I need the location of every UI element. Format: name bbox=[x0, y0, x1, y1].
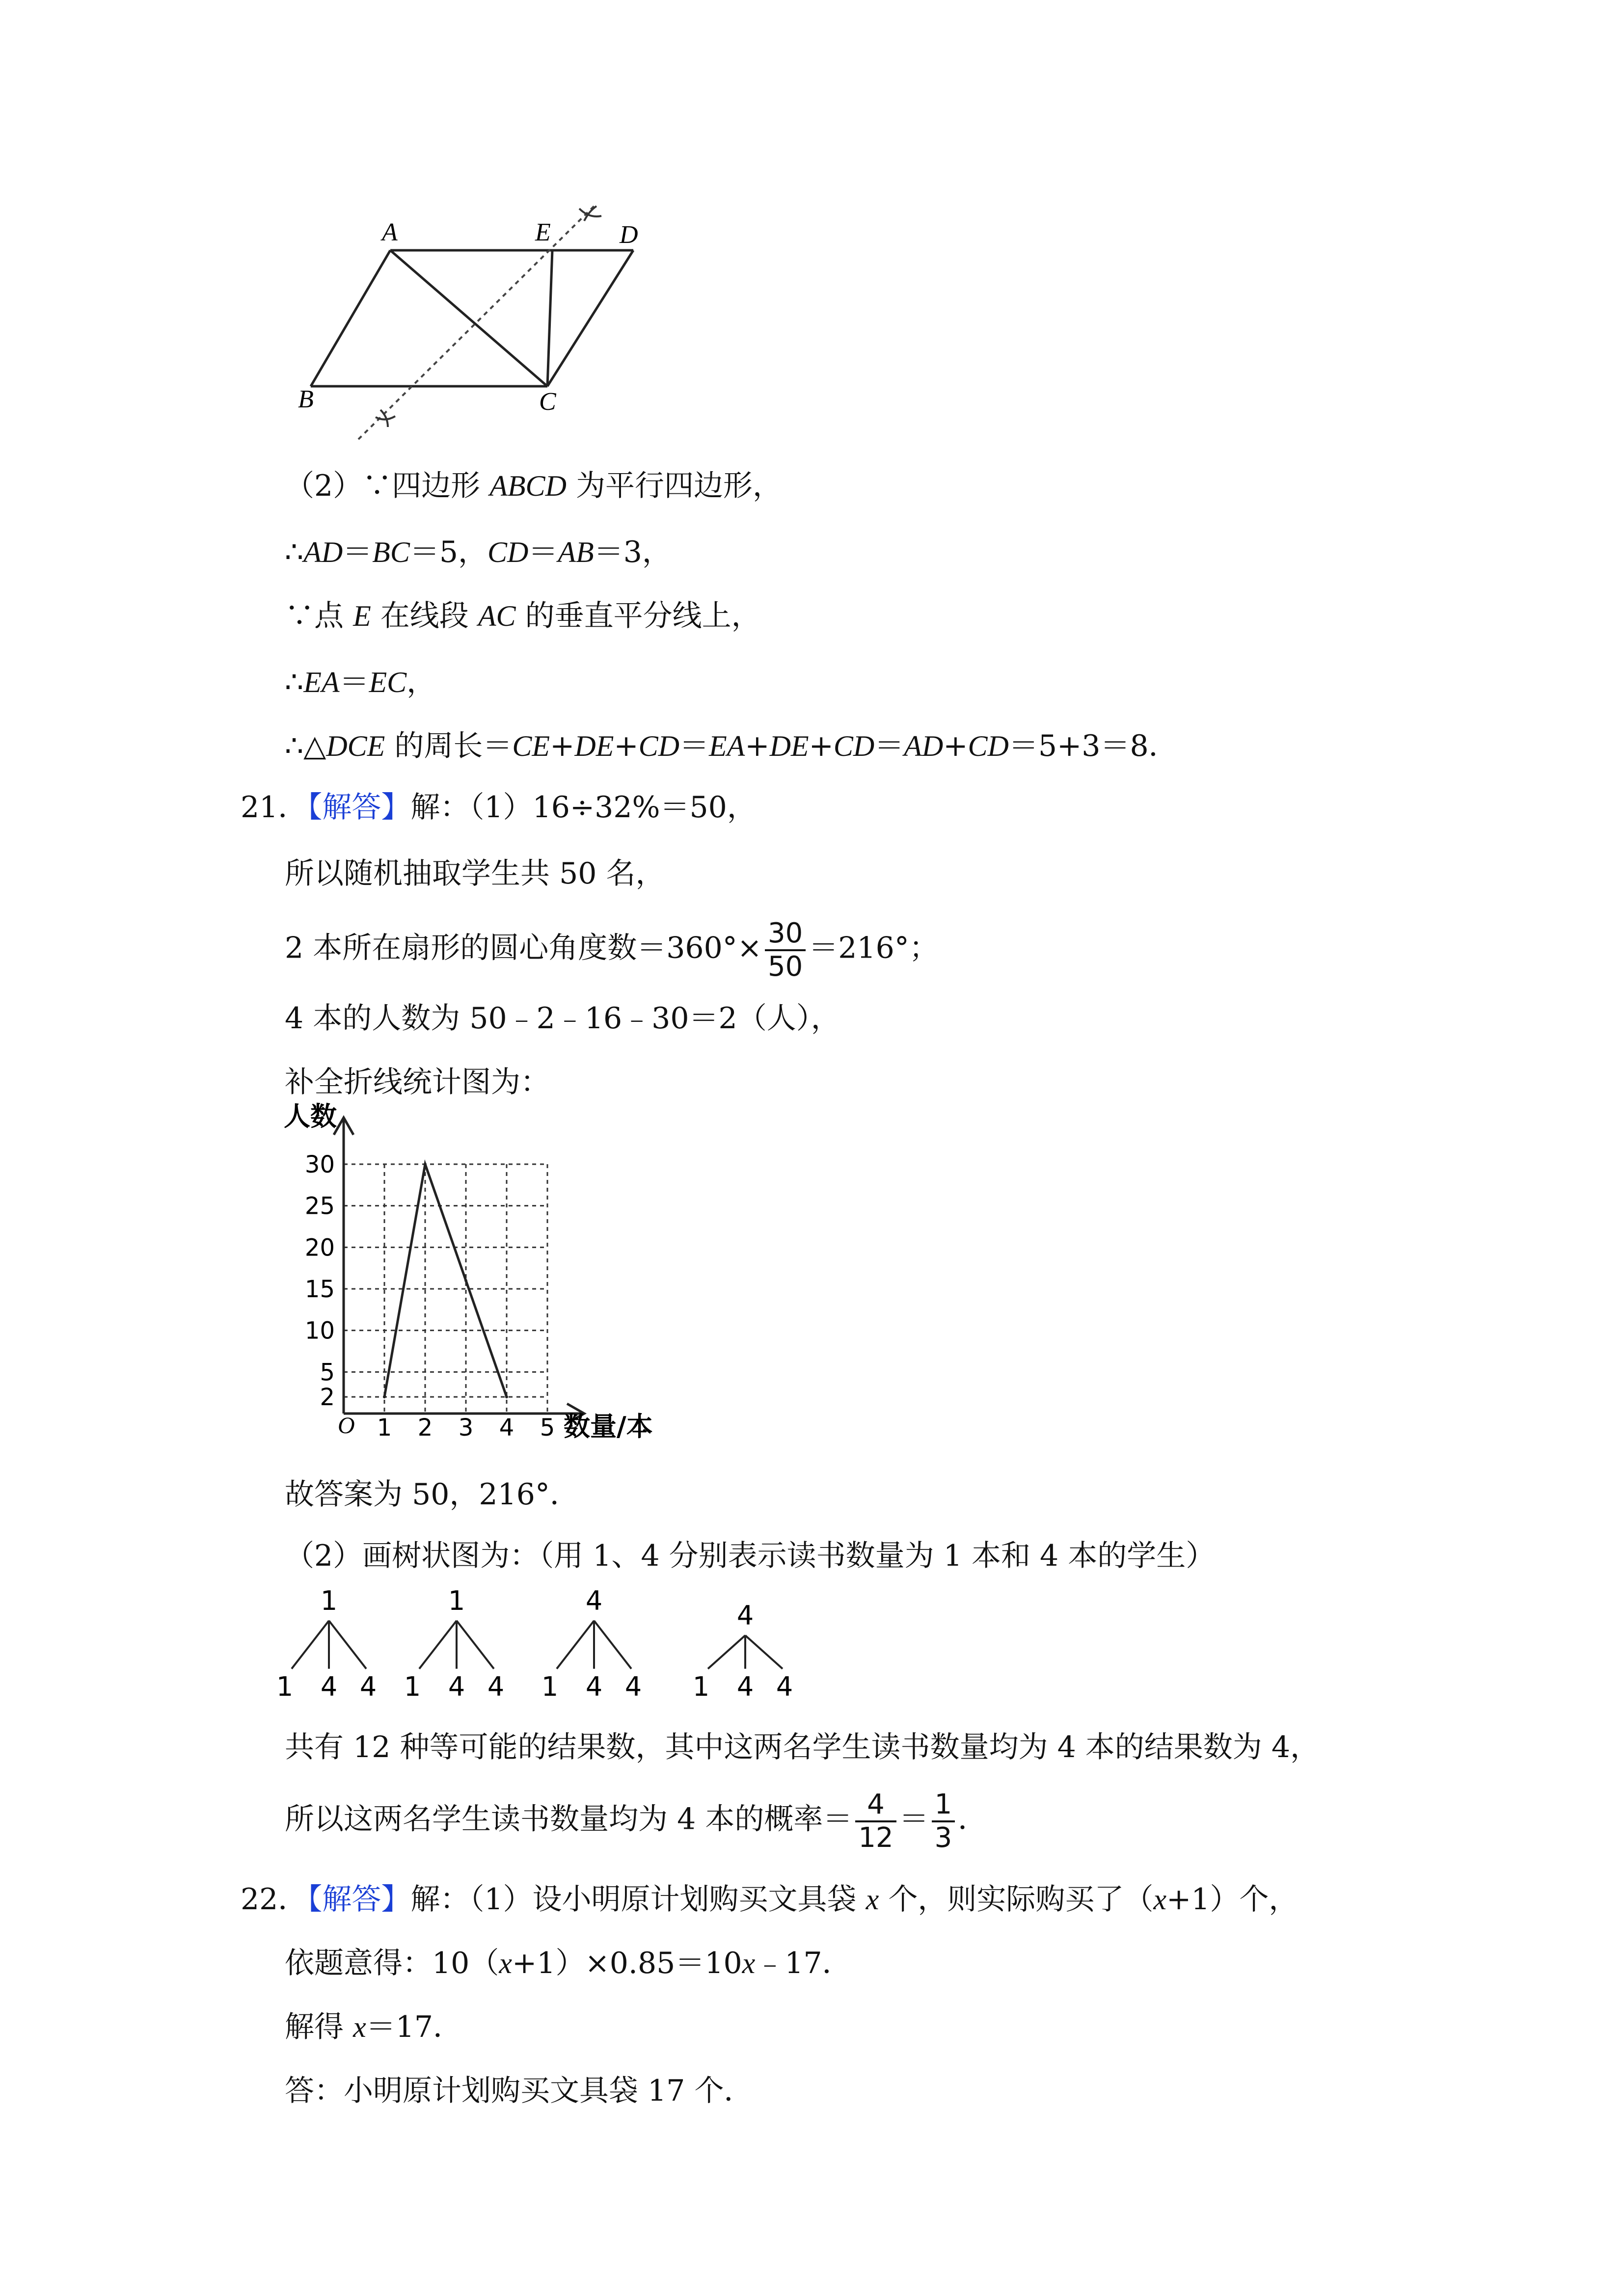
tree-leaf: 4 bbox=[776, 1671, 793, 1702]
proof-line-4: ∴EA＝EC， bbox=[285, 665, 436, 699]
tree-leaf: 4 bbox=[624, 1671, 642, 1702]
data-point-4 bbox=[505, 1395, 508, 1398]
q21-line-7: （2）画树状图为：（用 1、4 分别表示读书数量为 1 本和 4 本的学生） bbox=[285, 1539, 1216, 1573]
y-tick-label-2: 2 bbox=[320, 1384, 335, 1412]
tree-leaf: 4 bbox=[585, 1671, 603, 1702]
label-a: A bbox=[382, 218, 398, 246]
data-point-1 bbox=[383, 1395, 386, 1398]
data-point-3 bbox=[464, 1279, 467, 1282]
fraction-1-3: $\frac{1}{3}$ bbox=[932, 1789, 955, 1854]
segment-ab bbox=[311, 250, 390, 386]
x-tick-label-1: 1 bbox=[377, 1414, 392, 1442]
tree-branch bbox=[557, 1621, 594, 1669]
tree-diagram bbox=[276, 1585, 377, 1702]
tree-branch bbox=[457, 1621, 494, 1669]
tree-branch bbox=[594, 1621, 631, 1669]
tree-branch bbox=[292, 1621, 329, 1669]
data-point-2 bbox=[424, 1163, 427, 1166]
tree-leaf: 1 bbox=[692, 1671, 710, 1702]
q21-line-5: 补全折线统计图为： bbox=[285, 1065, 550, 1099]
q22-line-2: 依题意得：10（x+1）×0.85＝10x﹣17． bbox=[285, 1946, 852, 1980]
q21-line-6: 故答案为 50，216°． bbox=[285, 1477, 579, 1512]
q21-line-3: 2 本所在扇形的圆心角度数＝360°× $\frac{30}{50}$ ＝216°； bbox=[285, 917, 939, 983]
tree-root: 4 bbox=[585, 1585, 603, 1616]
proof-line-2: ∴AD＝BC＝5，CD＝AB＝3， bbox=[285, 535, 672, 569]
tree-diagrams bbox=[275, 1575, 864, 1703]
origin-label: O bbox=[338, 1413, 355, 1439]
tree-branch bbox=[329, 1621, 366, 1669]
chart-series bbox=[383, 1163, 508, 1398]
parallelogram-figure bbox=[285, 191, 677, 456]
tree-root: 1 bbox=[448, 1585, 465, 1616]
proof-line-3: ∵点 E 在线段 AC 的垂直平分线上， bbox=[285, 599, 761, 633]
proof-line-1: （2）∵四边形 ABCD 为平行四边形， bbox=[285, 469, 782, 503]
q22-line-3: 解得 x＝17． bbox=[285, 2010, 463, 2044]
tree-leaf: 4 bbox=[359, 1671, 377, 1702]
label-e: E bbox=[535, 218, 551, 246]
q22-line-1: 22．【解答】解：（1）设小明原计划购买文具袋 x 个，则实际购买了（x+1）个， bbox=[241, 1882, 1299, 1917]
tree-leaf: 1 bbox=[276, 1671, 294, 1702]
line-chart bbox=[275, 1099, 668, 1443]
segment-ec bbox=[547, 250, 552, 386]
tree-leaf: 4 bbox=[736, 1671, 754, 1702]
y-tick-label-30: 30 bbox=[304, 1151, 335, 1178]
q22-line-4: 答：小明原计划购买文具袋 17 个． bbox=[285, 2074, 754, 2108]
label-d: D bbox=[620, 221, 638, 249]
x-tick-label-2: 2 bbox=[417, 1414, 433, 1442]
tree-branch bbox=[745, 1635, 783, 1669]
tree-root: 1 bbox=[320, 1585, 338, 1616]
fraction-30-50: $\frac{30}{50}$ bbox=[765, 918, 806, 983]
tree-diagram bbox=[541, 1585, 642, 1702]
x-tick-label-3: 3 bbox=[458, 1414, 474, 1442]
y-tick-label-5: 5 bbox=[320, 1359, 335, 1387]
answer-tag: 【解答】 bbox=[307, 790, 411, 825]
answer-tag: 【解答】 bbox=[307, 1882, 411, 1917]
y-tick-label-25: 25 bbox=[304, 1192, 335, 1220]
tree-diagram bbox=[404, 1585, 504, 1702]
tree-root: 4 bbox=[736, 1600, 754, 1631]
x-tick-label-5: 5 bbox=[540, 1414, 555, 1442]
y-tick-label-20: 20 bbox=[304, 1234, 335, 1262]
q21-line-1: 21．【解答】解：（1）16÷32%＝50， bbox=[241, 790, 757, 825]
tree-leaf: 4 bbox=[320, 1671, 338, 1702]
q21-line-2: 所以随机抽取学生共 50 名， bbox=[285, 856, 665, 891]
label-b: B bbox=[298, 385, 314, 413]
tree-leaf: 4 bbox=[487, 1671, 505, 1702]
tree-branch bbox=[708, 1635, 745, 1669]
y-axis-label: 人数 bbox=[284, 1101, 337, 1132]
y-tick-label-10: 10 bbox=[304, 1317, 335, 1345]
proof-line-5: ∴△DCE 的周长＝CE+DE+CD＝EA+DE+CD＝AD+CD＝5+3＝8． bbox=[285, 729, 1178, 763]
x-axis-label: 数量/本 bbox=[564, 1411, 653, 1442]
q21-line-8: 共有 12 种等可能的结果数，其中这两名学生读书数量均为 4 本的结果数为 4， bbox=[285, 1730, 1320, 1764]
tree-diagram bbox=[693, 1600, 793, 1702]
tree-branch bbox=[419, 1621, 457, 1669]
q21-line-9: 所以这两名学生读书数量均为 4 本的概率＝ $\frac{4}{12}$ ＝ $\frac{1}{3}$ ． bbox=[285, 1789, 988, 1854]
segment-ac bbox=[390, 250, 547, 386]
tree-leaf: 4 bbox=[448, 1671, 465, 1702]
segment-dc bbox=[547, 250, 633, 386]
series-line bbox=[384, 1164, 507, 1397]
tree-leaf: 1 bbox=[541, 1671, 559, 1702]
x-tick-label-4: 4 bbox=[499, 1414, 514, 1442]
q21-line-4: 4 本的人数为 50﹣2﹣16﹣30＝2（人）， bbox=[285, 1001, 840, 1036]
label-c: C bbox=[539, 388, 556, 416]
chart-ticks bbox=[305, 1151, 555, 1442]
tree-leaf: 1 bbox=[404, 1671, 421, 1702]
y-tick-label-15: 15 bbox=[304, 1276, 335, 1303]
fraction-4-12: $\frac{4}{12}$ bbox=[855, 1789, 896, 1854]
chart-grid bbox=[344, 1164, 547, 1414]
